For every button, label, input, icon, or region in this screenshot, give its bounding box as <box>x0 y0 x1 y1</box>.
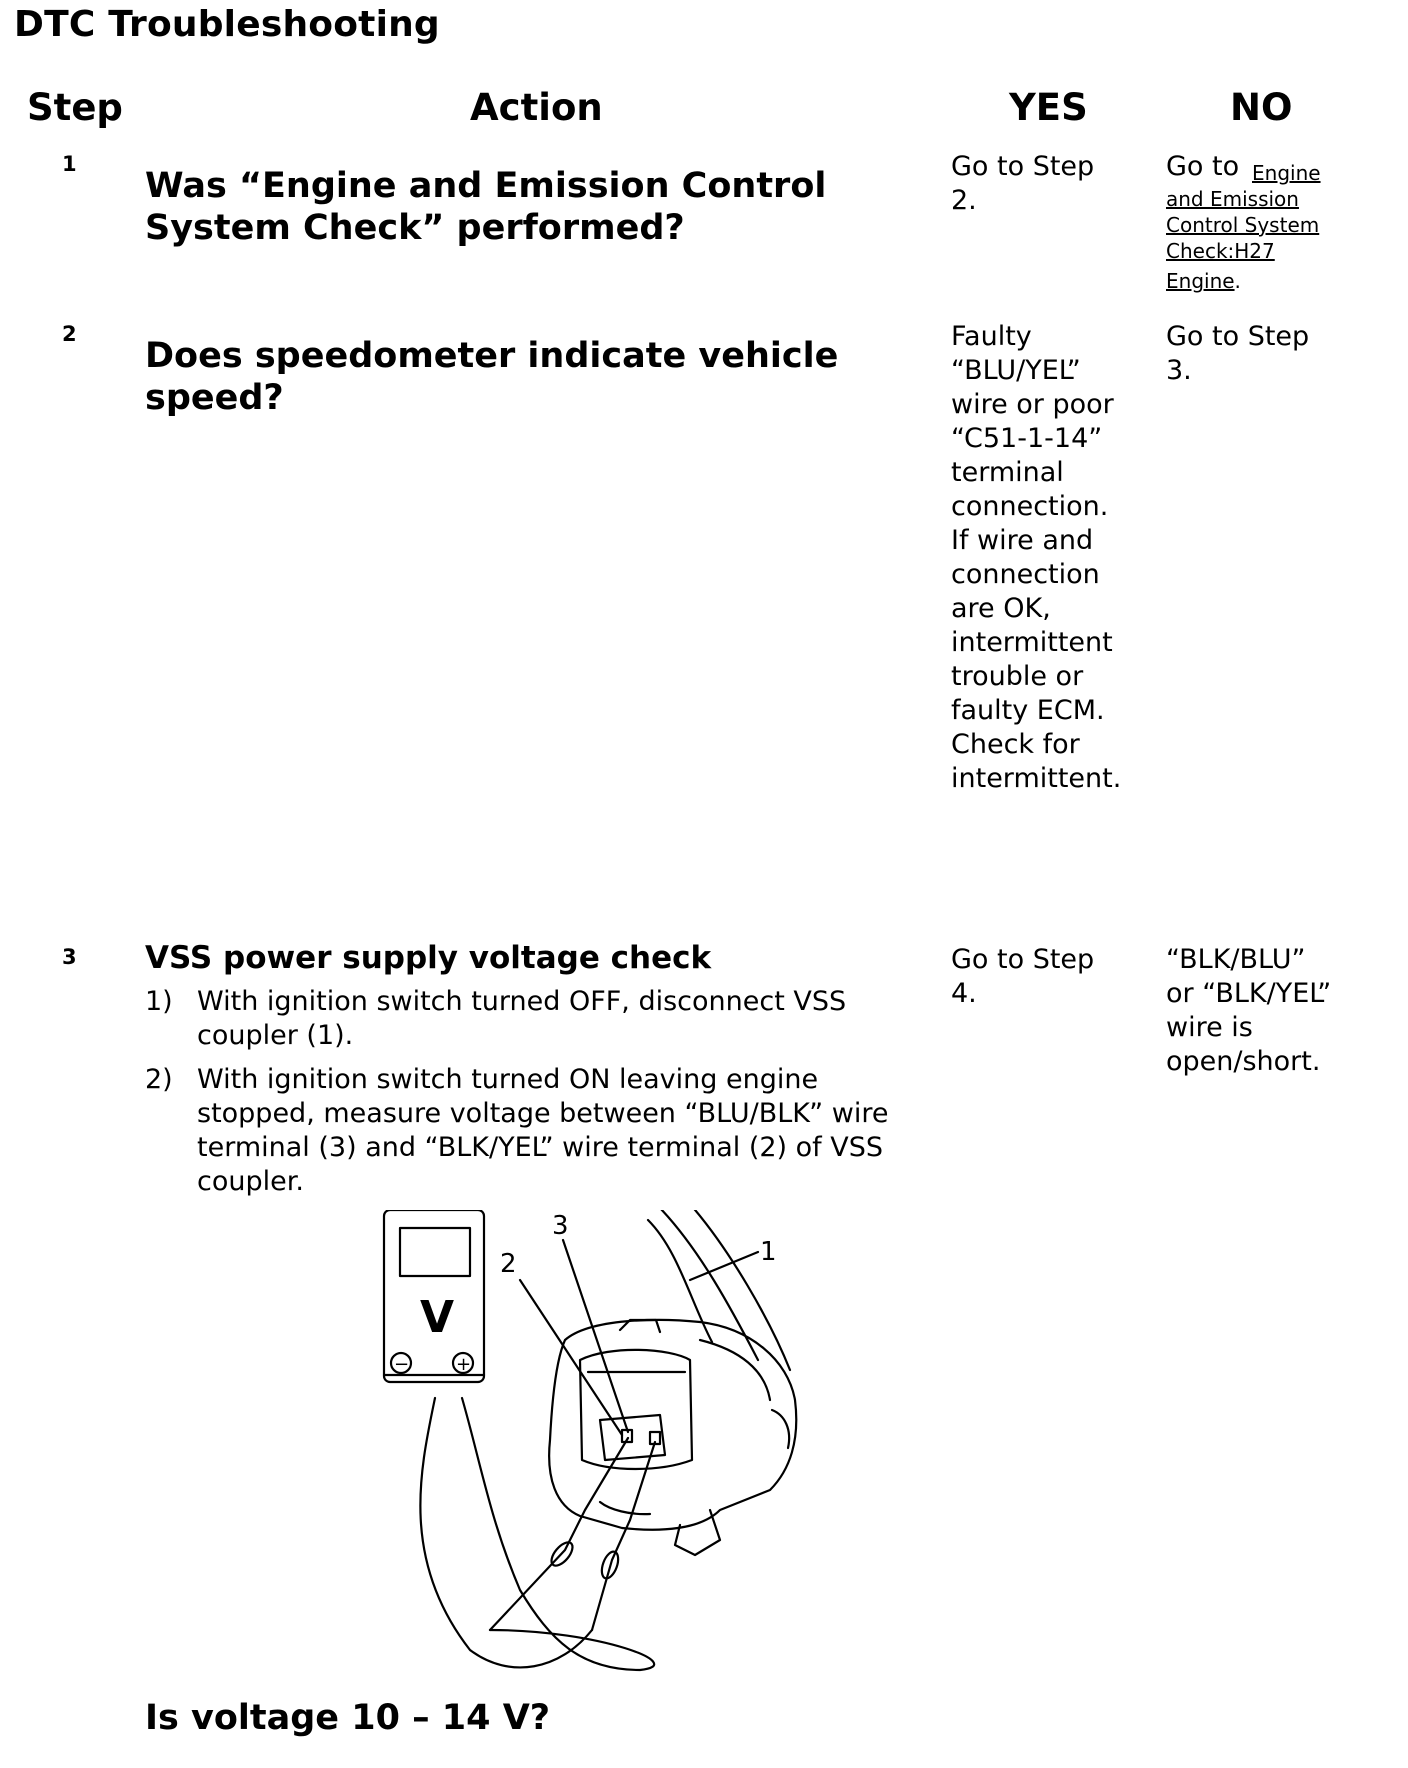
yes-result: Go to Step 4. <box>951 944 1095 1009</box>
harness-wire <box>690 1210 790 1370</box>
step-question: Is voltage 10 – 14 V? <box>145 1698 551 1738</box>
substep-item <box>145 985 945 1055</box>
column-header-no: NO <box>1230 86 1293 129</box>
callout-line-3 <box>563 1240 628 1432</box>
no-result <box>1166 150 1396 293</box>
callout-line-1 <box>690 1252 758 1280</box>
engine-check-link-line-4[interactable]: Check:H27 <box>1166 239 1275 263</box>
step-question: Was “Engine and Emission Control System Check” performed? <box>145 166 827 248</box>
meter-label: V <box>420 1292 455 1343</box>
yes-result: Go to Step 2. <box>951 151 1095 216</box>
engine-check-link-line-1[interactable]: Engine <box>1252 161 1321 185</box>
neg-symbol: − <box>394 1354 410 1375</box>
coupler-face <box>580 1350 692 1469</box>
column-header-step: Step <box>27 86 123 129</box>
engine-check-link-line-5[interactable]: Engine <box>1166 269 1235 293</box>
section-title: VSS power supply voltage check <box>145 940 712 976</box>
yes-result: Faulty “BLU/YEL” wire or poor “C51-1-14” terminal connection. If wire and connection are OK, intermittent trouble or faulty ECM. Check for intermittent. <box>951 321 1122 794</box>
voltmeter-display <box>400 1228 470 1276</box>
probe-positive <box>592 1442 655 1630</box>
coupler-body <box>549 1320 796 1530</box>
callout-label-2: 2 <box>500 1249 517 1279</box>
column-header-action: Action <box>470 86 603 129</box>
step-question: Does speedometer indicate vehicle speed? <box>145 336 839 418</box>
callout-label-3: 3 <box>552 1211 569 1241</box>
callout-label-1: 1 <box>760 1237 777 1267</box>
substep-item <box>145 1063 945 1203</box>
coupler-tab <box>675 1510 720 1555</box>
lead-positive <box>462 1398 654 1670</box>
no-result: Go to Step 3. <box>1166 321 1310 386</box>
no-result: “BLK/BLU” or “BLK/YEL” wire is open/short. <box>1166 944 1332 1077</box>
callout-line-2 <box>520 1280 622 1435</box>
pos-symbol: + <box>456 1354 472 1375</box>
engine-check-link-line-3[interactable]: Control System <box>1166 213 1320 237</box>
no-result-prefix: Go to <box>1166 151 1240 182</box>
lead-negative <box>420 1398 592 1667</box>
vss-coupler-diagram <box>360 1210 840 1680</box>
page-title: DTC Troubleshooting <box>14 4 440 45</box>
step-number: 1 <box>62 152 77 176</box>
column-header-yes: YES <box>1009 86 1088 129</box>
substep-text: With ignition switch turned OFF, disconnect VSS coupler (1). <box>197 986 847 1051</box>
substep-text: With ignition switch turned ON leaving engine stopped, measure voltage between “BLU/BLK” wire terminal (3) and “BLK/YEL” wire terminal (2) of VSS coupler. <box>197 1064 889 1197</box>
substep-number: 2) <box>145 1064 173 1095</box>
substep-number: 1) <box>145 986 173 1017</box>
step-number: 2 <box>62 322 77 346</box>
engine-check-link-line-2[interactable]: and Emission <box>1166 187 1299 211</box>
step-number: 3 <box>62 945 77 969</box>
link-period: . <box>1234 269 1241 293</box>
